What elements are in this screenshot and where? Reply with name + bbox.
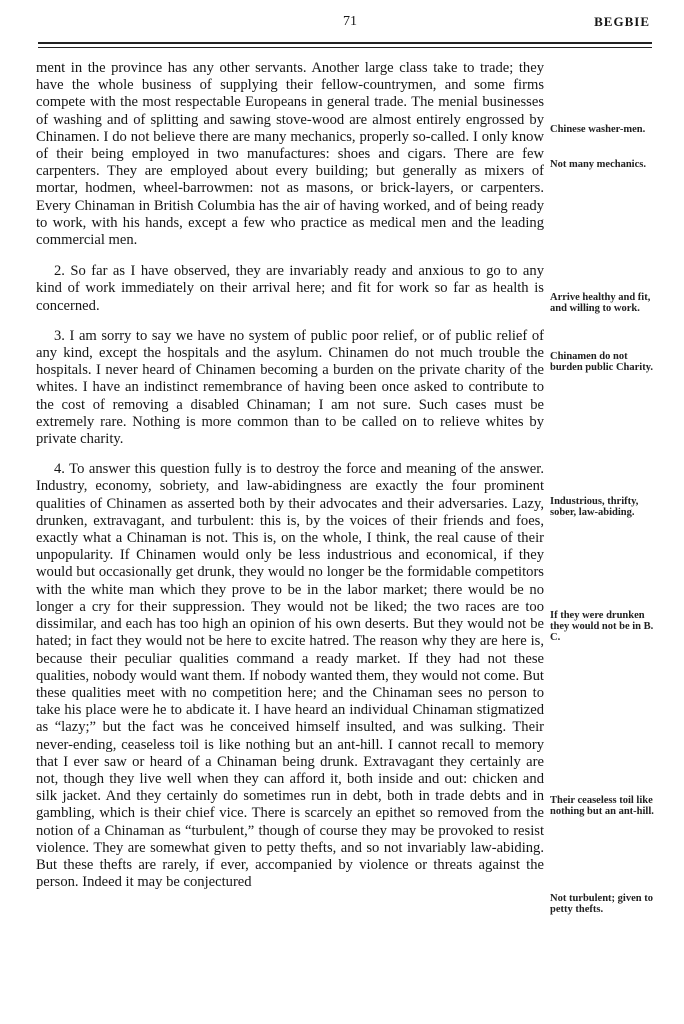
paragraph-3: 3. I am sorry to say we have no system of public poor relief, or of public relief of any kind, except the hospitals and the asylum. Chinamen do not much trouble the hospitals. I never heard of Chinamen becoming a burden on the private charity of the whites. I have an indistinct remembrance of having been once asked to contribute to the cost of removing a disabled Chinaman; I am not sure. Such cases must be extremely rare. Nothing is more common than to be called on to relieve whites by private charity. — [36, 327, 544, 448]
sidenote-arrive-healthy: Arrive healthy and fit, and willing to work. — [550, 292, 651, 314]
header-rule-thick — [38, 42, 652, 44]
body-column — [36, 60, 544, 904]
sidenote-ceaseless-toil: Their ceaseless toil like nothing but an ant-hill. — [550, 795, 654, 817]
paragraph-2: 2. So far as I have observed, they are invariably ready and anxious to go to any kind of work immediately on their arrival here; and fit for work so far as health is concerned. — [36, 263, 544, 314]
header-rule-thin — [38, 47, 652, 48]
sidenote-not-many-mechanics: Not many mechanics. — [550, 159, 646, 170]
sidenote-if-drunken: If they were drunken they would not be in B. C. — [550, 610, 654, 643]
sidenote-not-turbulent: Not turbulent; given to petty thefts. — [550, 893, 653, 915]
sidenote-no-burden-charity: Chinamen do not burden public Charity. — [550, 351, 653, 373]
paragraph-4: 4. To answer this question fully is to destroy the force and meaning of the answer. Industry, economy, sobriety, and law-abidingness are exactly the four prominent qualities of Chinamen as asserted both by their advocates and their adversaries. Lazy, drunken, extravagant, and turbulent: this is, by the voices of their friends and foes, exactly what a Chinaman is not. This is, on the whole, I think, the real cause of their unpopularity. If Chinamen would only be less industrious and economical, if they would but occasionally get drunk, they would no longer be the formidable competitors with the white man which they prove to be in the labor market; there would be no longer a cry for their suppression. They would not be liked; the two races are too dissimilar, and each has too high an opinion of his own deserts. But they would not be hated; in fact they would not be here to excite hatred. The reason why they are here is, because their peculiar qualities command a ready market. If they had not these qualities, nobody would want them. If nobody wanted them, they would not come. But these qualities meet with no competition here; and the Chinaman sees no person to take his place were he to abdicate it. I have heard an individual Chinaman stigmatized as “lazy;” but the fact was he conceived himself insulted, and was sulking. Their never-ending, ceaseless toil is like nothing but an ant-hill. I cannot recall to memory that I ever saw or heard of a Chinaman being drunk. Extravagant they certainly are not, though they live well when they can afford it, both inside and out: chicken and silk jacket. And they certainly do sometimes run in debt, both in trade debts and in gambling, which is their chief vice. There is scarcely an epithet so removed from the notion of a Chinaman as “turbulent,” though of course they may be provoked to resist violence. They are somewhat given to petty thefts, and so not invariably law-abiding. But these thefts are rarely, if ever, accompanied by violence or threats against the person. Indeed it may be conjectured — [36, 461, 544, 891]
sidenote-chinese-washermen: Chinese washer-men. — [550, 124, 646, 135]
sidenote-industrious: Industrious, thrifty, sober, law-abiding. — [550, 496, 639, 518]
paragraph-continued: ment in the province has any other servants. Another large class take to trade; they have the whole business of supplying their fellow-countrymen, and some firms compete with the most respectable Europeans in general trade. The menial businesses of washing and of splitting and sawing stove-wood are almost entirely engrossed by Chinamen. I do not believe there are many mechanics, properly so-called. I only know of their being employed in two manufactures: shoes and cigars. There are few carpenters. They are employed about every building; but generally as mixers of mortar, hodmen, wheel-barrowmen: not as masons, or brick-layers, or carpenters. Every Chinaman in British Columbia has the air of having worked, and of being ready to work, with his hands, except a few who practice as medical men and the leading commercial men. — [36, 60, 544, 249]
page-number: 71 — [343, 14, 357, 29]
running-head: BEGBIE — [594, 14, 650, 29]
